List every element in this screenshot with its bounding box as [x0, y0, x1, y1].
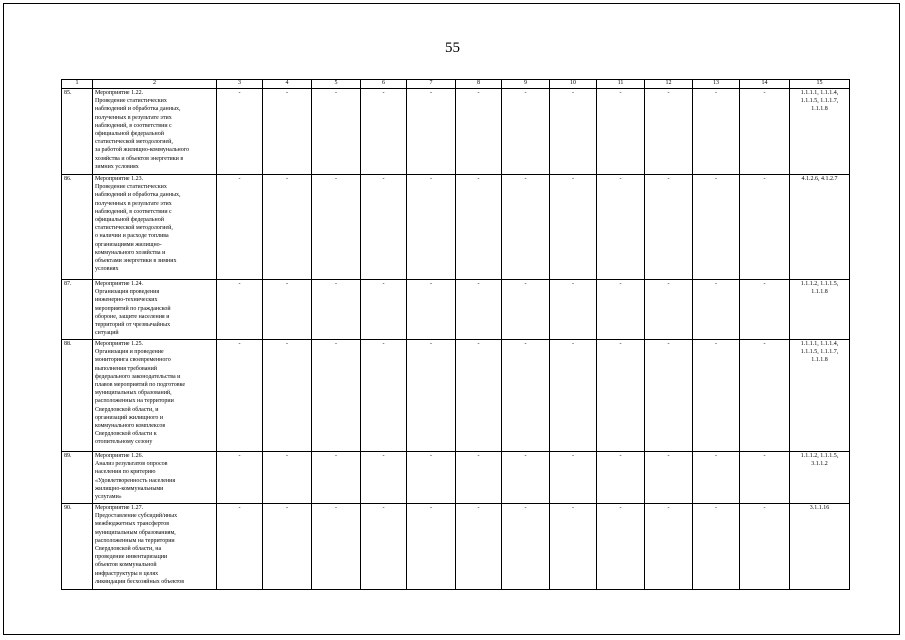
value-cell: - — [407, 452, 456, 504]
value-cell: - — [597, 452, 645, 504]
value-cell: - — [740, 280, 790, 340]
value-cell: - — [456, 452, 502, 504]
value-cell: - — [456, 504, 502, 590]
value-cell: - — [645, 340, 693, 452]
value-cell: - — [740, 89, 790, 175]
value-cell: - — [407, 89, 456, 175]
header-cell: 6 — [361, 80, 407, 89]
value-cell: - — [693, 280, 740, 340]
value-cell: - — [312, 175, 361, 280]
row-description: Мероприятие 1.25. Организация и проведение мониторинга своевременного выполнения требований федерального законодательства и плавов мероприятий по подготовке муниципальных образований, расположенных на территории Свердловской области, и организаций жилищного и коммунального комплексов Свердловской области к отопительному сезону — [93, 340, 217, 452]
value-cell: - — [312, 452, 361, 504]
value-cell: - — [217, 452, 263, 504]
value-cell: - — [217, 175, 263, 280]
row-description: Мероприятие 1.23. Проведение статистических наблюдений и обработка данных, полученных в результате этих наблюдений, в соответствии с официальной федеральной статистической методологией, о наличии и расходе топлива организациями жилищно- коммунального хозяйства и объектами энергетики в зимних условиях — [93, 175, 217, 280]
value-cell: - — [550, 340, 597, 452]
value-cell: - — [550, 280, 597, 340]
value-cell: - — [263, 89, 312, 175]
header-cell: 10 — [550, 80, 597, 89]
header-cell: 14 — [740, 80, 790, 89]
value-cell: - — [597, 340, 645, 452]
value-cell: - — [312, 340, 361, 452]
value-cell: - — [361, 340, 407, 452]
value-cell: - — [502, 340, 550, 452]
table-row — [62, 175, 850, 280]
value-cell: - — [407, 175, 456, 280]
header-cell: 9 — [502, 80, 550, 89]
target-indicator-codes: 1.1.1.2, 1.1.1.5, 3.1.1.2 — [790, 452, 850, 504]
table-row — [62, 340, 850, 452]
target-indicator-codes: 3.1.1.16 — [790, 504, 850, 590]
value-cell: - — [550, 175, 597, 280]
value-cell: - — [456, 175, 502, 280]
value-cell: - — [645, 175, 693, 280]
value-cell: - — [645, 504, 693, 590]
header-cell: 3 — [217, 80, 263, 89]
value-cell: - — [597, 280, 645, 340]
value-cell: - — [361, 452, 407, 504]
value-cell: - — [645, 280, 693, 340]
value-cell: - — [693, 504, 740, 590]
header-cell: 7 — [407, 80, 456, 89]
value-cell: - — [740, 452, 790, 504]
value-cell: - — [361, 175, 407, 280]
row-number: 85. — [62, 89, 93, 175]
table-row — [62, 89, 850, 175]
header-row — [62, 80, 850, 89]
value-cell: - — [263, 175, 312, 280]
table-row — [62, 280, 850, 340]
value-cell: - — [361, 280, 407, 340]
page-number: 55 — [445, 40, 460, 56]
value-cell: - — [550, 504, 597, 590]
value-cell: - — [502, 280, 550, 340]
value-cell: - — [407, 280, 456, 340]
header-cell: 15 — [790, 80, 850, 89]
table-row — [62, 504, 850, 590]
value-cell: - — [456, 340, 502, 452]
row-description: Мероприятие 1.27. Предоставление субсидий/иных межбюджетных трансфертов муниципальным образованиям, расположенным на территории Свердловской области, на проведение инвентаризации объектов коммунальной инфраструктуры в целях ликвидации бесхозяйных объектов — [93, 504, 217, 590]
value-cell: - — [407, 504, 456, 590]
header-cell: 8 — [456, 80, 502, 89]
row-number: 86. — [62, 175, 93, 280]
header-cell: 4 — [263, 80, 312, 89]
value-cell: - — [263, 340, 312, 452]
row-number: 87. — [62, 280, 93, 340]
value-cell: - — [217, 340, 263, 452]
value-cell: - — [645, 89, 693, 175]
value-cell: - — [263, 452, 312, 504]
value-cell: - — [597, 175, 645, 280]
value-cell: - — [740, 175, 790, 280]
value-cell: - — [263, 280, 312, 340]
value-cell: - — [550, 89, 597, 175]
value-cell: - — [693, 89, 740, 175]
value-cell: - — [597, 89, 645, 175]
value-cell: - — [312, 89, 361, 175]
value-cell: - — [693, 175, 740, 280]
header-cell: 2 — [93, 80, 217, 89]
value-cell: - — [597, 504, 645, 590]
value-cell: - — [502, 175, 550, 280]
table-row — [62, 452, 850, 504]
row-description: Мероприятие 1.24. Организация проведения инженерно-технических мероприятий по гражданской обороне, защите населения и территорий от чрезвычайных ситуаций — [93, 280, 217, 340]
value-cell: - — [645, 452, 693, 504]
value-cell: - — [263, 504, 312, 590]
value-cell: - — [693, 340, 740, 452]
row-number: 89. — [62, 452, 93, 504]
value-cell: - — [456, 280, 502, 340]
value-cell: - — [312, 504, 361, 590]
value-cell: - — [550, 452, 597, 504]
value-cell: - — [312, 280, 361, 340]
value-cell: - — [740, 504, 790, 590]
target-indicator-codes: 1.1.1.1, 1.1.1.4, 1.1.1.5, 1.1.1.7, 1.1.1.8 — [790, 340, 850, 452]
value-cell: - — [217, 89, 263, 175]
value-cell: - — [217, 280, 263, 340]
value-cell: - — [693, 452, 740, 504]
value-cell: - — [502, 452, 550, 504]
target-indicator-codes: 4.1.2.6, 4.1.2.7 — [790, 175, 850, 280]
header-cell: 12 — [645, 80, 693, 89]
value-cell: - — [456, 89, 502, 175]
value-cell: - — [502, 504, 550, 590]
row-number: 90. — [62, 504, 93, 590]
header-cell: 1 — [62, 80, 93, 89]
target-indicator-codes: 1.1.1.1, 1.1.1.4, 1.1.1.5, 1.1.1.7, 1.1.1.8 — [790, 89, 850, 175]
header-cell: 13 — [693, 80, 740, 89]
value-cell: - — [217, 504, 263, 590]
row-number: 88. — [62, 340, 93, 452]
value-cell: - — [740, 340, 790, 452]
header-cell: 5 — [312, 80, 361, 89]
row-description: Мероприятие 1.26. Анализ результатов опросов населения по критерию «Удовлетворенность населения жилищно-коммунальными услугами» — [93, 452, 217, 504]
value-cell: - — [407, 340, 456, 452]
value-cell: - — [361, 89, 407, 175]
value-cell: - — [502, 89, 550, 175]
value-cell: - — [361, 504, 407, 590]
target-indicator-codes: 1.1.1.2, 1.1.1.5, 1.1.1.8 — [790, 280, 850, 340]
header-cell: 11 — [597, 80, 645, 89]
program-table — [61, 79, 850, 590]
row-description: Мероприятие 1.22. Проведение статистических наблюдений и обработка данных, полученных в результате этих наблюдений, в соответствии с официальной федеральной статистической методологией, за работой жилищно-коммунального хозяйства и объектов энергетики в зимних условиях — [93, 89, 217, 175]
